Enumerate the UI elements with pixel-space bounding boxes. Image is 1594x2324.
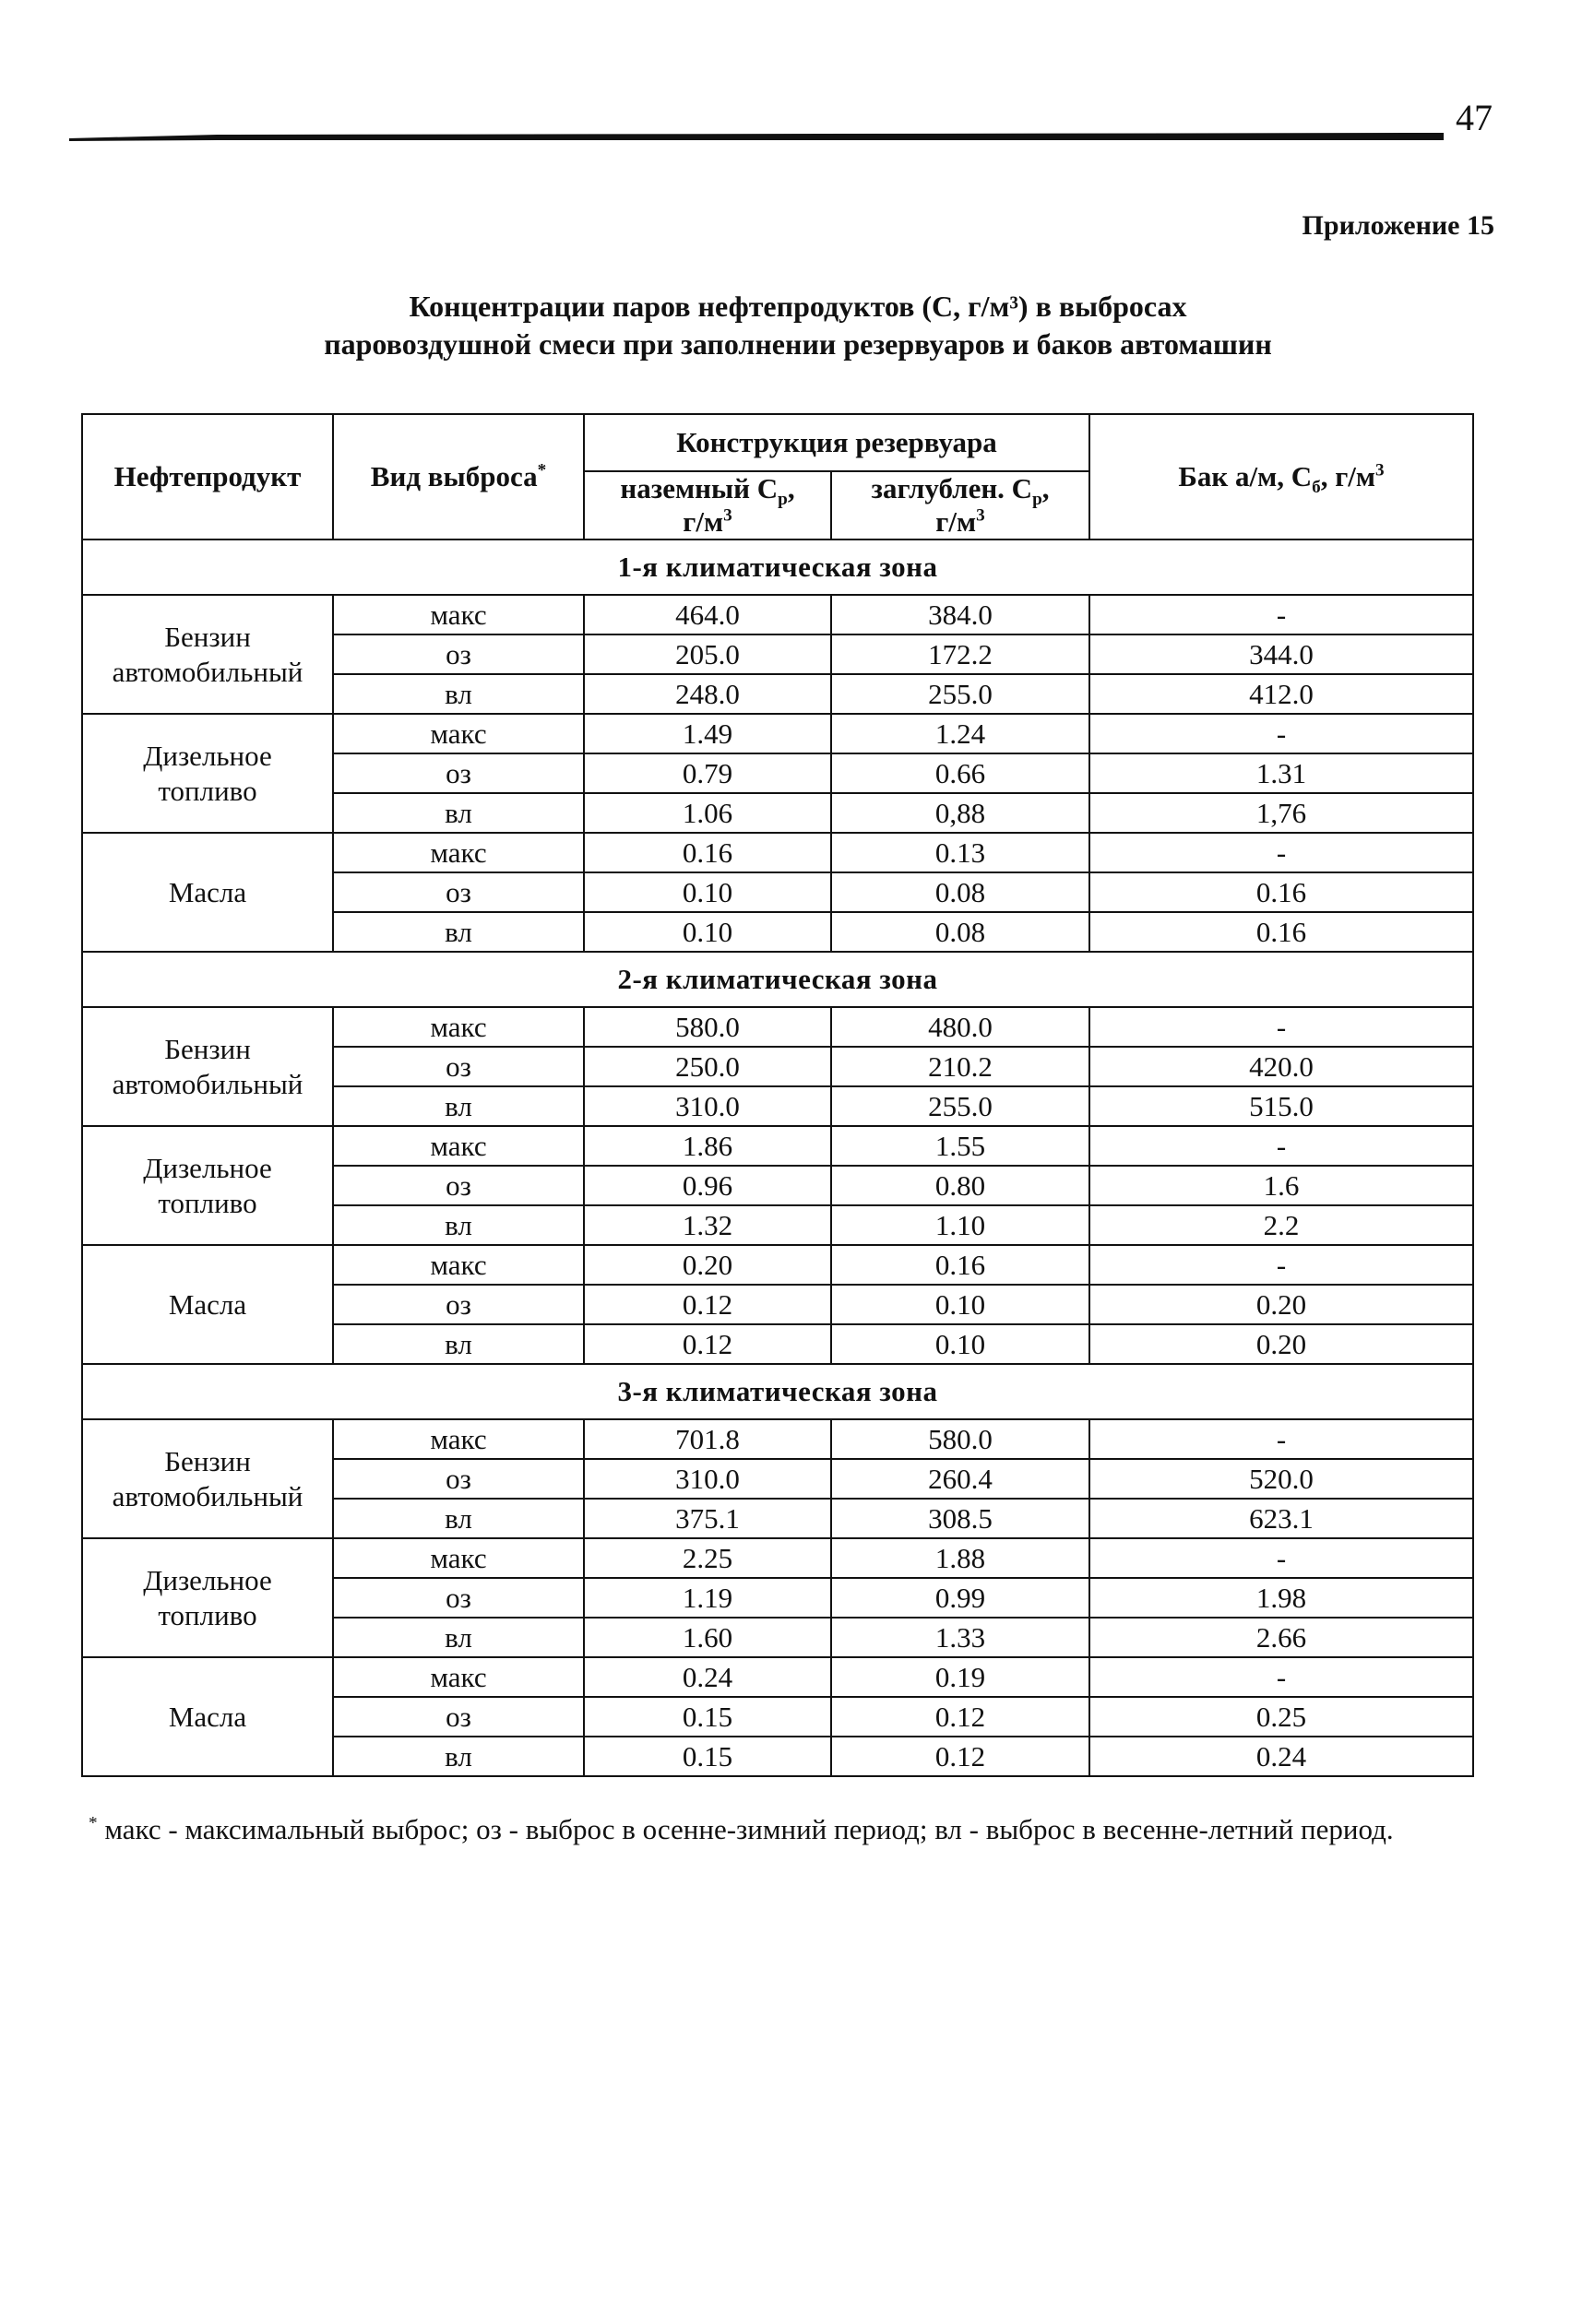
emission-type-cell: вл [333,1499,584,1538]
tank-value-cell: 420.0 [1089,1047,1473,1086]
zone-title: 3-я климатическая зона [82,1364,1473,1419]
buried-value-cell: 1.10 [831,1205,1089,1245]
emission-type-cell: оз [333,1166,584,1205]
emission-type-cell: вл [333,793,584,833]
ground-value-cell: 1.49 [584,714,831,753]
tank-value-cell: 0.20 [1089,1324,1473,1364]
tank-value-cell: 515.0 [1089,1086,1473,1126]
buried-value-cell: 0.12 [831,1737,1089,1776]
emission-type-cell: макс [333,833,584,872]
ground-value-cell: 1.60 [584,1618,831,1657]
ground-value-cell: 0.12 [584,1324,831,1364]
emission-type-cell: вл [333,1086,584,1126]
table-row [82,595,1473,634]
ground-value-cell: 0.12 [584,1285,831,1324]
ground-value-cell: 250.0 [584,1047,831,1086]
header-emission-type: Вид выброса* [333,414,584,540]
tank-value-cell: 344.0 [1089,634,1473,674]
footnote [89,1809,1463,1850]
emission-type-cell: вл [333,912,584,952]
product-name [82,1245,333,1364]
emission-type-cell: оз [333,1578,584,1618]
zone-row [82,540,1473,595]
product-name-line-2: автомобильный [112,655,303,688]
ground-value-cell: 0.24 [584,1657,831,1697]
tank-value-cell: - [1089,1419,1473,1459]
buried-value-cell: 172.2 [831,634,1089,674]
ground-value-cell: 1.19 [584,1578,831,1618]
buried-value-cell: 0.66 [831,753,1089,793]
product-name-line-1: Дизельное [143,1563,272,1596]
product-name-line-2: автомобильный [112,1067,303,1100]
emission-type-cell: оз [333,1459,584,1499]
buried-value-cell: 0.10 [831,1324,1089,1364]
product-name [82,595,333,714]
product-name-line-2: автомобильный [112,1479,303,1512]
header-construction: Конструкция резервуара [584,414,1089,471]
zone-row [82,952,1473,1007]
table-row [82,1538,1473,1578]
header-product: Нефтепродукт [82,414,333,540]
emission-type-cell: оз [333,753,584,793]
product-name [82,1657,333,1776]
tank-value-cell: 520.0 [1089,1459,1473,1499]
tank-value-cell: - [1089,595,1473,634]
ground-value-cell: 701.8 [584,1419,831,1459]
ground-value-cell: 0.10 [584,872,831,912]
buried-value-cell: 580.0 [831,1419,1089,1459]
product-name-line-2: топливо [158,774,257,807]
product-name-line-1: Дизельное [143,739,272,772]
ground-value-cell: 580.0 [584,1007,831,1047]
buried-value-cell: 0.10 [831,1285,1089,1324]
buried-value-cell: 0,88 [831,793,1089,833]
product-name-line-1: Масла [168,1287,247,1321]
buried-value-cell: 1.33 [831,1618,1089,1657]
tank-value-cell: 0.25 [1089,1697,1473,1737]
product-name-line-1: Масла [168,875,247,908]
ground-value-cell: 2.25 [584,1538,831,1578]
zone-title: 2-я климатическая зона [82,952,1473,1007]
tank-value-cell: 1.6 [1089,1166,1473,1205]
tank-value-cell: 2.2 [1089,1205,1473,1245]
tank-value-cell: - [1089,1538,1473,1578]
emission-type-cell: вл [333,1205,584,1245]
buried-value-cell: 210.2 [831,1047,1089,1086]
page-number: 47 [1456,97,1493,138]
buried-value-cell: 0.13 [831,833,1089,872]
tank-value-cell: - [1089,833,1473,872]
ground-value-cell: 0.96 [584,1166,831,1205]
table-row [82,1657,1473,1697]
buried-value-cell: 0.08 [831,912,1089,952]
product-name [82,1419,333,1538]
footnote-mark: * [537,460,547,480]
product-name [82,1538,333,1657]
table-row [82,833,1473,872]
buried-value-cell: 480.0 [831,1007,1089,1047]
ground-value-cell: 1.32 [584,1205,831,1245]
product-name-line-2: топливо [158,1598,257,1631]
buried-value-cell: 1.88 [831,1538,1089,1578]
tank-value-cell: - [1089,1126,1473,1166]
tank-value-cell: - [1089,714,1473,753]
emission-type-cell: вл [333,1324,584,1364]
ground-value-cell: 0.79 [584,753,831,793]
ground-value-cell: 0.16 [584,833,831,872]
emission-type-cell: макс [333,1007,584,1047]
emission-type-cell: оз [333,1047,584,1086]
emission-type-cell: макс [333,714,584,753]
buried-value-cell: 0.12 [831,1697,1089,1737]
buried-value-cell: 0.19 [831,1657,1089,1697]
title-line-1: Концентрации паров нефтепродуктов (С, г/м³) в выбросах [409,290,1187,323]
product-name-line-1: Бензин [164,1032,251,1065]
buried-value-cell: 260.4 [831,1459,1089,1499]
tank-value-cell: 0.16 [1089,912,1473,952]
tank-value-cell: - [1089,1657,1473,1697]
tank-value-cell: 2.66 [1089,1618,1473,1657]
zone-title: 1-я климатическая зона [82,540,1473,595]
buried-value-cell: 0.16 [831,1245,1089,1285]
emission-type-cell: оз [333,1285,584,1324]
table-row [82,1245,1473,1285]
product-name-line-1: Масла [168,1700,247,1733]
table-row [82,1126,1473,1166]
header-tank: Бак а/м, $С_б$, $г/м^3$ [1089,414,1473,540]
buried-value-cell: 0.99 [831,1578,1089,1618]
emission-type-cell: вл [333,674,584,714]
emission-type-cell: оз [333,872,584,912]
ground-value-cell: 0.15 [584,1737,831,1776]
emission-type-cell: макс [333,1245,584,1285]
buried-value-cell: 255.0 [831,674,1089,714]
tank-value-cell: 0.24 [1089,1737,1473,1776]
emission-type-cell: макс [333,595,584,634]
ground-value-cell: 1.86 [584,1126,831,1166]
buried-value-cell: 255.0 [831,1086,1089,1126]
tank-value-cell: 1.98 [1089,1578,1473,1618]
tank-value-cell: 1,76 [1089,793,1473,833]
buried-value-cell: 0.80 [831,1166,1089,1205]
ground-value-cell: 205.0 [584,634,831,674]
table-row [82,714,1473,753]
product-name [82,833,333,952]
table-header [82,414,1473,540]
ground-value-cell: 310.0 [584,1459,831,1499]
ground-value-cell: 0.20 [584,1245,831,1285]
footnote-text: макс - максимальный выброс; оз - выброс в осенне-зимний период; вл - выброс в весенне-летний период. [104,1813,1394,1845]
concentration-table [81,413,1474,1777]
ground-value-cell: 1.06 [584,793,831,833]
ground-value-cell: 248.0 [584,674,831,714]
ground-value-cell: 464.0 [584,595,831,634]
emission-type-cell: вл [333,1618,584,1657]
footnote-mark: * [89,1813,98,1833]
product-name [82,1007,333,1126]
ground-value-cell: 310.0 [584,1086,831,1126]
header-ground: наземный $С_р$, $г/м^3$ [584,471,831,540]
tank-value-cell: 0.16 [1089,872,1473,912]
emission-type-cell: макс [333,1538,584,1578]
emission-type-cell: макс [333,1419,584,1459]
tank-value-cell: - [1089,1245,1473,1285]
header-rule [69,129,1444,144]
header-buried: заглублен. $С_р$, $г/м^3$ [831,471,1089,540]
buried-value-cell: 0.08 [831,872,1089,912]
product-name-line-1: Дизельное [143,1151,272,1184]
table-row [82,1007,1473,1047]
emission-type-cell: макс [333,1657,584,1697]
product-name [82,714,333,833]
buried-value-cell: 1.55 [831,1126,1089,1166]
product-name-line-1: Бензин [164,1444,251,1477]
ground-value-cell: 0.10 [584,912,831,952]
emission-type-cell: оз [333,1697,584,1737]
product-name [82,1126,333,1245]
appendix-label: Приложение 15 [1302,210,1494,241]
buried-value-cell: 1.24 [831,714,1089,753]
table-body [82,540,1473,1776]
table-row [82,1419,1473,1459]
emission-type-cell: вл [333,1737,584,1776]
zone-row [82,1364,1473,1419]
page-title [184,288,1411,363]
emission-type-cell: макс [333,1126,584,1166]
tank-value-cell: 412.0 [1089,674,1473,714]
tank-value-cell: 623.1 [1089,1499,1473,1538]
tank-value-cell: - [1089,1007,1473,1047]
product-name-line-1: Бензин [164,620,251,653]
title-line-2: паровоздушной смеси при заполнении резервуаров и баков автомашин [324,327,1272,361]
tank-value-cell: 0.20 [1089,1285,1473,1324]
buried-value-cell: 384.0 [831,595,1089,634]
emission-type-cell: оз [333,634,584,674]
ground-value-cell: 0.15 [584,1697,831,1737]
buried-value-cell: 308.5 [831,1499,1089,1538]
tank-value-cell: 1.31 [1089,753,1473,793]
ground-value-cell: 375.1 [584,1499,831,1538]
product-name-line-2: топливо [158,1186,257,1219]
